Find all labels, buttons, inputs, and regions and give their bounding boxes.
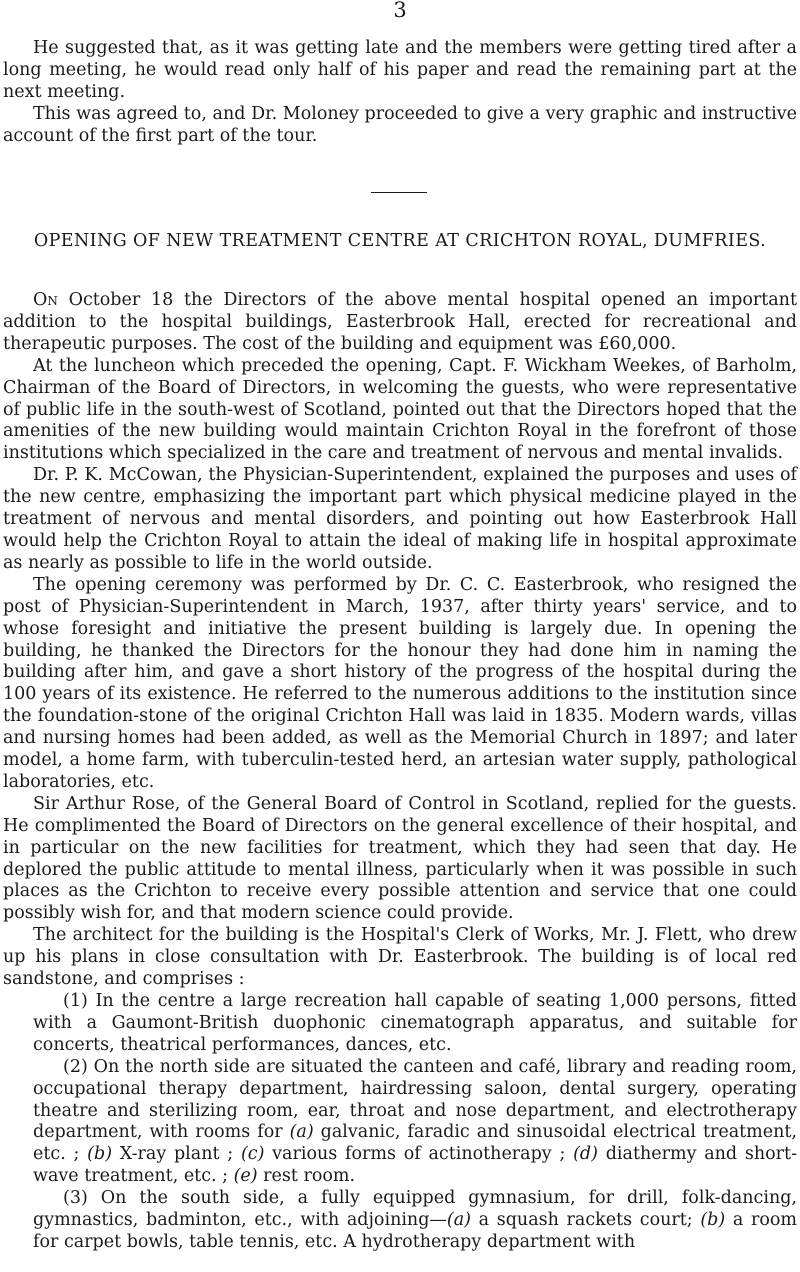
- item-text: galvanic, faradic and sinusoidal electrical treatment, etc. ;: [33, 1122, 797, 1165]
- item-text: various forms of actinotherapy ;: [264, 1144, 574, 1165]
- item-label: (b): [87, 1144, 113, 1165]
- list-item-3: [3, 1188, 797, 1254]
- intro-paragraph: This was agreed to, and Dr. Moloney proceeded to give a very graphic and instructive account of the first part of the tour.: [3, 103, 797, 146]
- article-paragraph: Dr. P. K. McCowan, the Physician-Superintendent, explained the purposes and uses of the new centre, emphasizing the important part which physical medicine played in the treatment of nervous and mental disorders, and pointing out how Easterbrook Hall would help the Crichton Royal to attain the ideal of making life in hospital approximate as nearly as possible to life in the world outside.: [3, 465, 797, 573]
- item-label: (d): [573, 1144, 598, 1165]
- list-item-1: (1) In the centre a large recreation hall capable of seating 1,000 persons, fitted with a Gaumont-British duophonic cinematograph apparatus, and suitable for concerts, theatrical performances, dances, etc.: [33, 991, 797, 1055]
- article-paragraph: Sir Arthur Rose, of the General Board of Control in Scotland, replied for the guests. He complimented the Board of Directors on the general excellence of their hospital, and in particular on the new facilities for treatment, which they had seen that day. He deplored the public attitude to mental illness, particularly when it was possible in such places as the Crichton to receive every possible attention and service that one could possibly wish for, and that modern science could provide.: [3, 793, 797, 924]
- item-label: (c): [240, 1144, 265, 1165]
- section-divider: [371, 192, 427, 193]
- item-text: X-ray plant ;: [112, 1144, 241, 1165]
- article-paragraph: The opening ceremony was performed by Dr. C. C. Easterbrook, who resigned the post of Physician-Superintendent in March, 1937, after thirty years' service, and to whose foresight and initiative the present building is largely due. In opening the building, he thanked the Directors for the honour they had done him in naming the building after him, and gave a short history of the progress of the hospital during the 100 years of its existence. He referred to the numerous additions to the institution since the foundation-stone of the original Crichton Hall was laid in 1835. Modern wards, villas and nursing homes had been added, as well as the Memorial Church in 1897; and later model, a home farm, with tuberculin-tested herd, an artesian water supply, pathological laboratories, etc.: [3, 574, 797, 792]
- item-text: (3) On the south side, a fully equipped gymnasium, for drill, folk-dancing, gymnastics, badminton, etc., with adjoining—: [33, 1188, 797, 1231]
- item-text: a squash rackets court;: [471, 1210, 701, 1231]
- lead-text: October 18 the Directors of the above mental hospital opened an important addition to the hospital buildings, Easterbrook Hall, erected for recreational and therapeutic purposes. The cost of the building and equipment was £60,000.: [3, 290, 797, 354]
- article-paragraph: The architect for the building is the Hospital's Clerk of Works, Mr. J. Flett, who drew up his plans in close consultation with Dr. Easterbrook. The building is of local red sandstone, and comprises :: [3, 925, 797, 990]
- item-label: (a): [289, 1122, 314, 1143]
- article-lead-paragraph: [3, 290, 797, 356]
- lead-word: On: [33, 290, 58, 310]
- item-label: (e): [233, 1166, 258, 1187]
- article-title: OPENING OF NEW TREATMENT CENTRE AT CRICHTON ROYAL, DUMFRIES.: [33, 231, 767, 251]
- item-text: (2) On the north side are situated the canteen and café, library and reading room, occupational therapy department, hairdressing saloon, dental surgery, operating theatre and sterilizing room, ear, throat and nose department, and electrotherapy department, with rooms for: [33, 1056, 797, 1143]
- item-text: diathermy and short-wave treatment, etc. ;: [33, 1144, 797, 1187]
- page-number: 3: [393, 0, 407, 22]
- intro-paragraph: He suggested that, as it was getting late and the members were getting tired after a long meeting, he would read only half of his paper and read the remaining part at the next meeting.: [3, 38, 797, 102]
- item-label: (a): [446, 1210, 471, 1231]
- article-paragraph: At the luncheon which preceded the opening, Capt. F. Wickham Weekes, of Barholm, Chairman of the Board of Directors, in welcoming the guests, who were representative of public life in the south-west of Scotland, pointed out that the Directors hoped that the amenities of the new building would maintain Crichton Royal in the forefront of those institutions which specialized in the care and treatment of nervous and mental invalids.: [3, 355, 797, 464]
- item-label: (b): [700, 1210, 726, 1231]
- item-text: rest room.: [257, 1166, 356, 1187]
- intro-section: [3, 38, 797, 148]
- item-text: a room for carpet bowls, table tennis, etc. A hydrotherapy department with: [33, 1210, 797, 1252]
- list-item-2: [3, 1057, 797, 1188]
- article-body: [3, 290, 797, 1254]
